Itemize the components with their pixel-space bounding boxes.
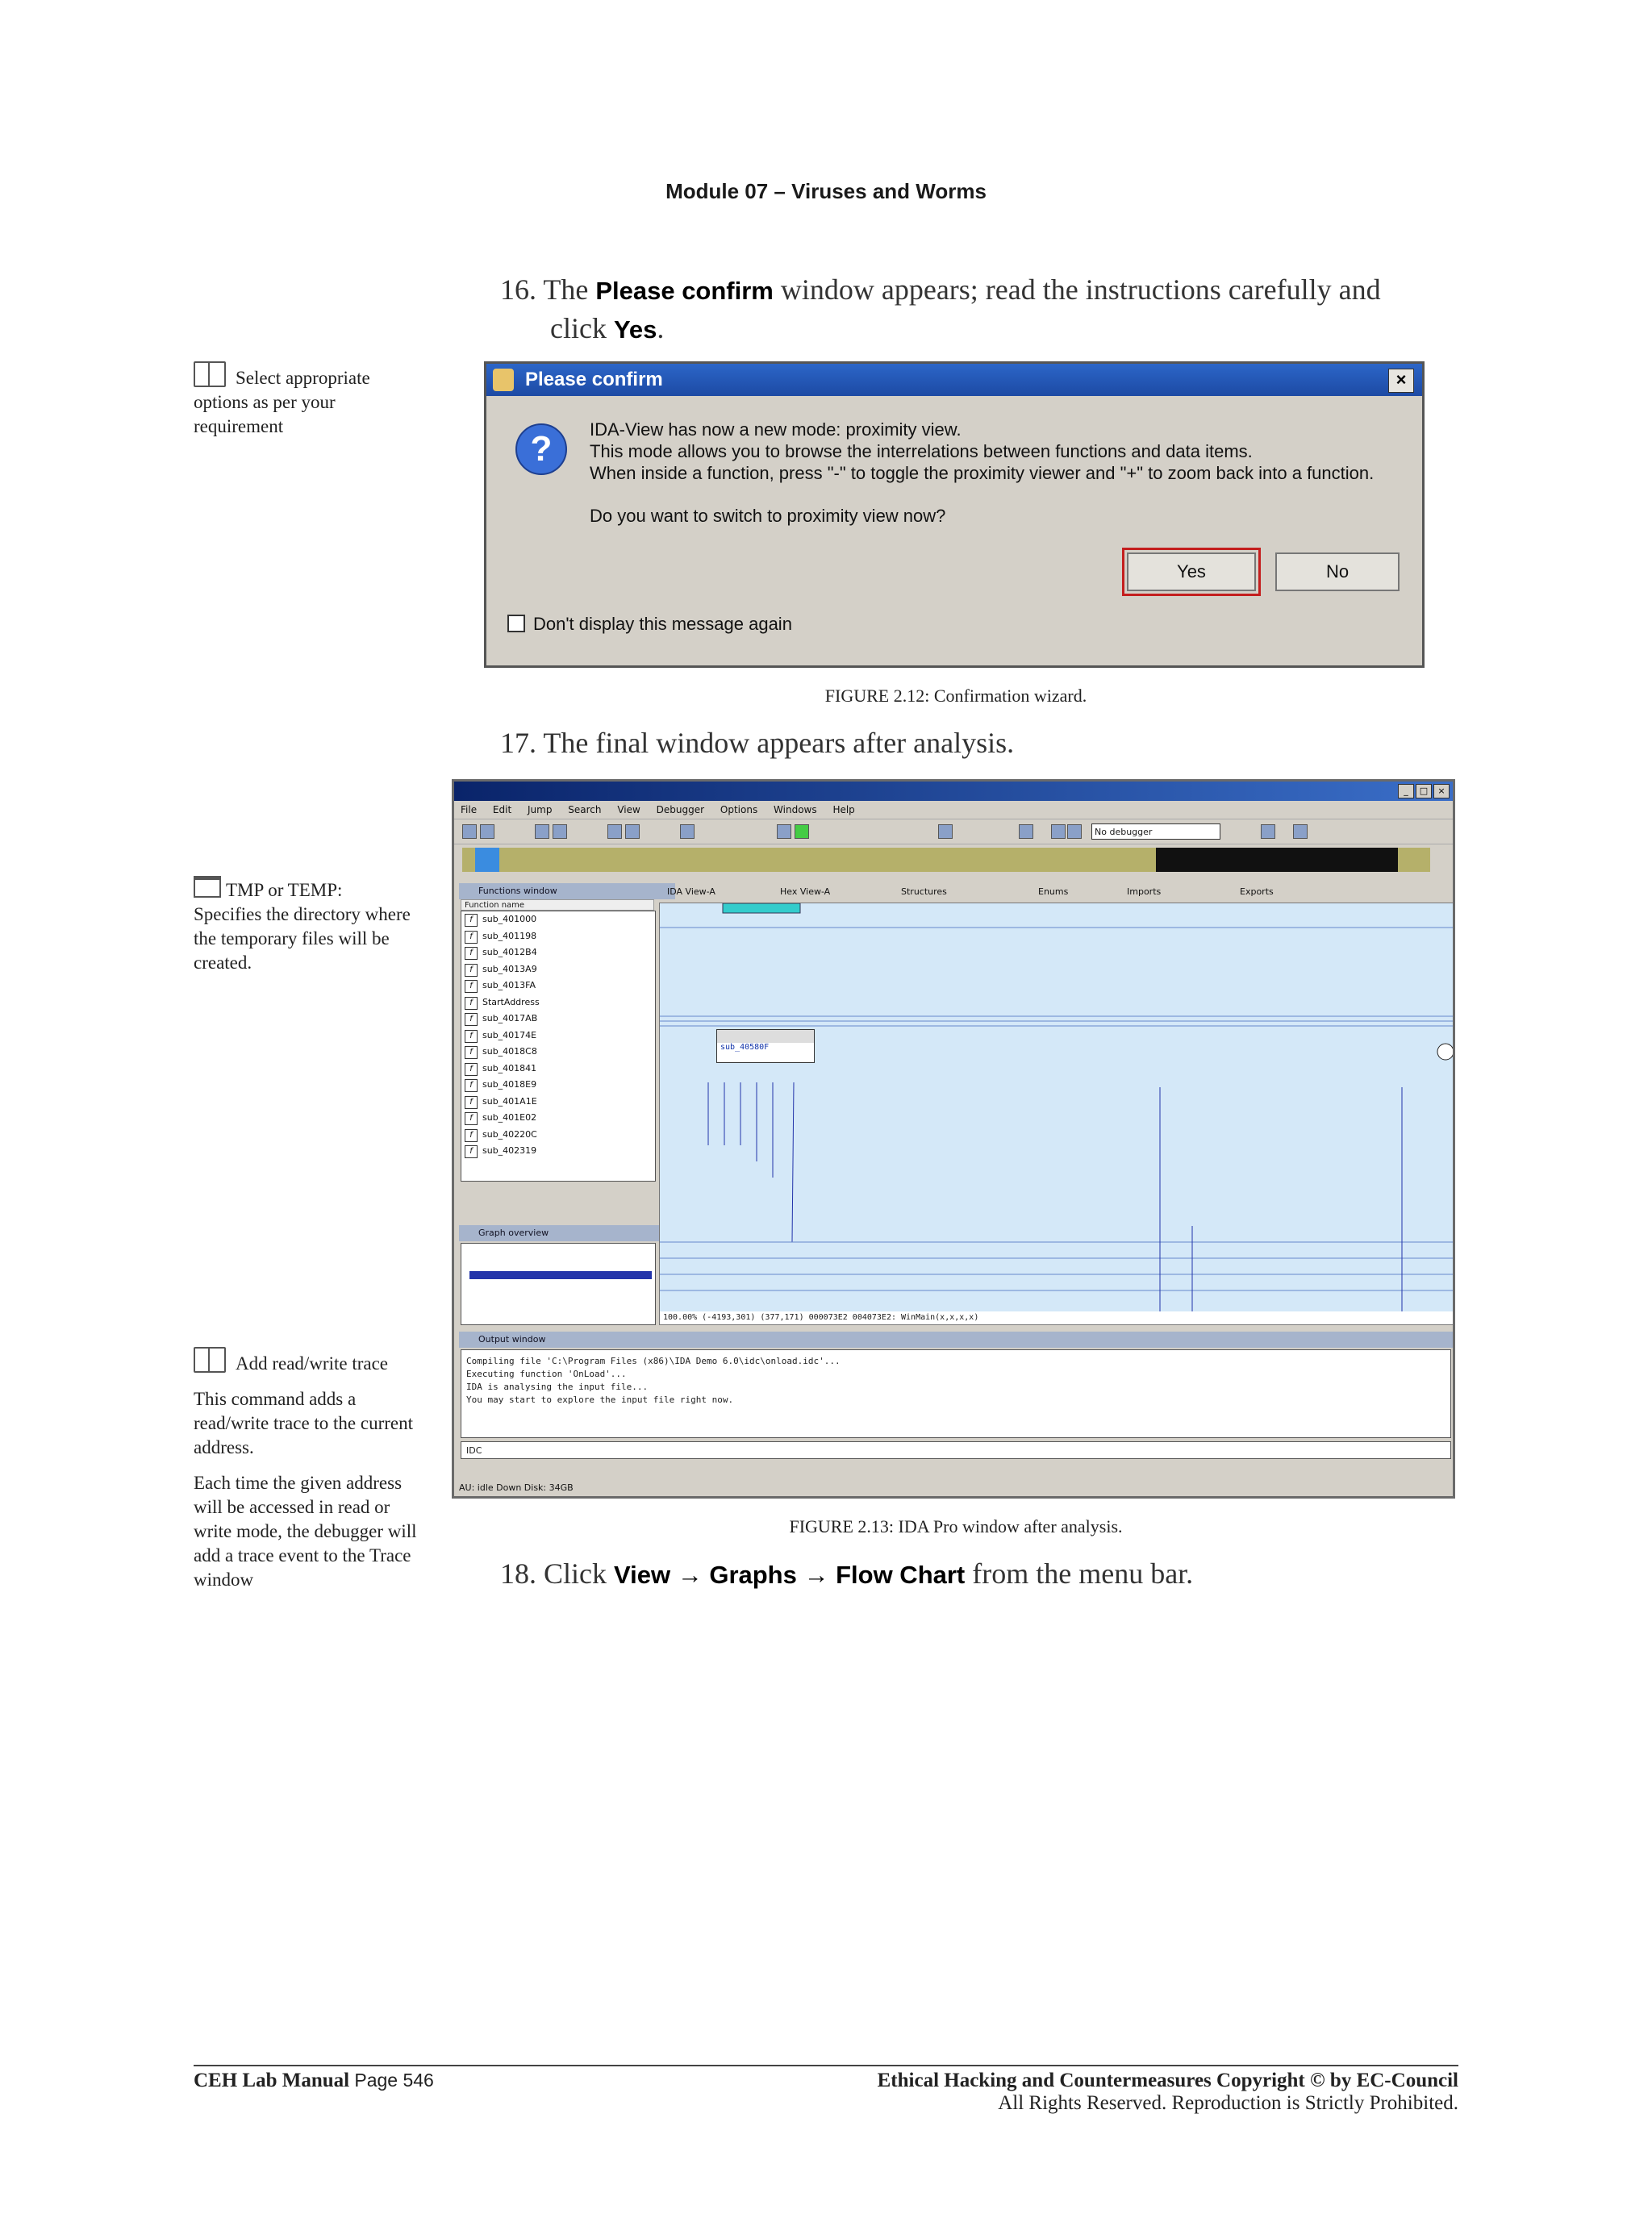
sidenote-text: Select appropriate options as per your requirement	[194, 368, 370, 436]
ida-pro-window	[452, 779, 1455, 1499]
checkbox-box[interactable]	[507, 615, 525, 632]
debugger-select[interactable]: No debugger	[1091, 823, 1220, 840]
toolbar	[454, 819, 1453, 844]
idc-label: IDC	[466, 1445, 482, 1456]
footer-rule	[194, 2065, 1458, 2066]
step-bold: Please confirm	[595, 277, 774, 305]
graph-status-line: 100.00% (-4193,301) (377,171) 000073E2 004073E2: WinMain(x,x,x,x)	[660, 1311, 1454, 1324]
function-row[interactable]: f sub_4013FA	[461, 978, 655, 994]
menu-debugger[interactable]: Debugger	[656, 804, 705, 815]
proximity-graph-view[interactable]	[659, 903, 1454, 1325]
nav-segment	[475, 848, 499, 872]
function-row[interactable]: f sub_40220C	[461, 1127, 655, 1144]
step-text: click	[550, 312, 614, 344]
step-17	[500, 724, 1460, 761]
message-line: This mode allows you to browse the interrelations between functions and data items.	[590, 441, 1253, 461]
step-18	[500, 1555, 1460, 1594]
step-text: window appears; read the instructions carefully and	[773, 273, 1381, 306]
step-text: The	[543, 273, 596, 306]
graph-node[interactable]	[716, 1029, 815, 1063]
function-row[interactable]: f sub_40174E	[461, 1028, 655, 1044]
sidenote-trace	[194, 1347, 428, 1592]
panel-title: Output window	[478, 1334, 546, 1345]
menu-options[interactable]: Options	[720, 804, 758, 815]
menu-view[interactable]: View	[617, 804, 640, 815]
step-16	[500, 271, 1460, 348]
function-row[interactable]: f sub_4018E9	[461, 1077, 655, 1094]
open-icon[interactable]	[462, 824, 477, 839]
back-icon[interactable]	[535, 824, 549, 839]
tab-ida-view-a[interactable]: IDA View-A	[667, 886, 715, 897]
figure-caption-12: FIGURE 2.12: Confirmation wizard.	[824, 686, 1087, 706]
step-text: from the menu bar.	[965, 1557, 1194, 1590]
play-icon[interactable]	[1019, 824, 1033, 839]
function-row[interactable]: f StartAddress	[461, 994, 655, 1011]
message-line: IDA-View has now a new mode: proximity view.	[590, 419, 962, 440]
please-confirm-dialog	[484, 361, 1425, 668]
breakpoint-icon[interactable]	[938, 824, 953, 839]
sidenote-text: This command adds a read/write trace to the current address.	[194, 1389, 414, 1457]
settings-icon[interactable]	[1261, 824, 1275, 839]
function-row[interactable]: f sub_401A1E	[461, 1094, 655, 1111]
nav-segment	[1156, 848, 1398, 872]
panel-title: Graph overview	[478, 1228, 549, 1238]
function-row[interactable]: f sub_4018C8	[461, 1044, 655, 1061]
view-tabs	[659, 882, 1453, 903]
graph-node-top	[723, 903, 800, 913]
menu-bar	[454, 801, 1453, 819]
menu-jump[interactable]: Jump	[528, 804, 553, 815]
arrow-down-icon[interactable]	[680, 824, 695, 839]
rights-line: All Rights Reserved. Reproduction is Strictly Prohibited.	[998, 2092, 1458, 2114]
function-name-column[interactable]: Function name	[461, 899, 654, 911]
folder-icon	[194, 876, 221, 898]
step-text: .	[657, 312, 665, 344]
sidenote-text: Each time the given address will be accessed in read or write mode, the debugger will add a trace event to the Trace window	[194, 1473, 417, 1590]
minimize-button[interactable]: _	[1398, 784, 1414, 798]
node-header	[717, 1030, 814, 1043]
pause-icon[interactable]	[1051, 824, 1066, 839]
copyright-line: Ethical Hacking and Countermeasures Copyright © by EC-Council	[877, 2070, 1458, 2091]
idc-command-line[interactable]	[461, 1441, 1451, 1459]
footer-right	[878, 2070, 1458, 2115]
close-button[interactable]: ×	[1388, 369, 1414, 393]
stop-icon[interactable]	[1067, 824, 1082, 839]
output-line: Executing function 'OnLoad'...	[466, 1369, 627, 1379]
step-bold: Yes	[613, 315, 657, 344]
functions-window-header	[459, 883, 675, 899]
function-row[interactable]: f sub_401E02	[461, 1110, 655, 1127]
node-label: sub_40580F	[720, 1043, 770, 1052]
app-icon	[493, 369, 514, 391]
forward-icon[interactable]	[553, 824, 567, 839]
checkbox-label: Don't display this message again	[533, 614, 792, 634]
output-window-header	[459, 1332, 1455, 1348]
step-text: Click	[544, 1557, 614, 1590]
step-number: 17.	[500, 727, 536, 759]
text-icon[interactable]	[625, 824, 640, 839]
yes-button[interactable]: Yes	[1127, 552, 1256, 591]
function-row[interactable]: f sub_402319	[461, 1143, 655, 1160]
function-row[interactable]: f sub_401000	[461, 911, 655, 928]
trace-icon[interactable]	[1293, 824, 1308, 839]
step-bold: View	[614, 1561, 671, 1589]
hex-icon[interactable]	[777, 824, 791, 839]
menu-search[interactable]: Search	[568, 804, 602, 815]
footer-left	[194, 2070, 434, 2092]
module-header: Module 07 – Viruses and Worms	[665, 179, 987, 203]
dialog-titlebar	[486, 364, 1422, 396]
function-row[interactable]: f sub_4012B4	[461, 944, 655, 961]
book-icon	[194, 361, 226, 387]
panel-title: Functions window	[478, 886, 557, 896]
book-icon	[194, 1347, 226, 1373]
function-row[interactable]: f sub_401198	[461, 928, 655, 945]
step-number: 18.	[500, 1557, 536, 1590]
tab-structures[interactable]: Structures	[901, 886, 947, 897]
manual-title: CEH Lab Manual	[194, 2070, 350, 2091]
output-line: Compiling file 'C:\Program Files (x86)\IDA Demo 6.0\idc\onload.idc'...	[466, 1356, 841, 1366]
arrow: →	[796, 1561, 836, 1589]
sidenote-title: TMP or TEMP:	[226, 880, 343, 900]
menu-windows[interactable]: Windows	[774, 804, 817, 815]
step-text: The final window appears after analysis.	[543, 727, 1015, 759]
run-icon[interactable]	[795, 824, 809, 839]
sidenote-text: Specifies the directory where the temporary files will be created.	[194, 904, 411, 973]
message-line: When inside a function, press "-" to toggle the proximity viewer and "+" to zoom back into a function.	[590, 463, 1375, 483]
step-number: 16.	[500, 273, 536, 306]
tab-imports[interactable]: Imports	[1127, 886, 1162, 897]
ida-titlebar	[454, 782, 1453, 801]
page-number: Page 546	[354, 2070, 434, 2091]
tab-enums[interactable]: Enums	[1038, 886, 1069, 897]
dialog-message	[590, 419, 1374, 527]
graph-icon[interactable]	[607, 824, 622, 839]
functions-list	[461, 911, 656, 1182]
arrow: →	[670, 1561, 710, 1589]
menu-edit[interactable]: Edit	[492, 804, 512, 815]
function-row[interactable]: f sub_4013A9	[461, 961, 655, 978]
sidenote-options	[194, 361, 428, 439]
save-icon[interactable]	[480, 824, 494, 839]
message-question: Do you want to switch to proximity view now?	[590, 506, 946, 526]
figure-caption-13: FIGURE 2.13: IDA Pro window after analysis.	[789, 1516, 1123, 1536]
output-line: You may start to explore the input file right now.	[466, 1395, 734, 1405]
maximize-button[interactable]: □	[1416, 784, 1432, 798]
no-button[interactable]: No	[1275, 552, 1400, 591]
graph-overview-header	[459, 1225, 675, 1241]
menu-help[interactable]: Help	[832, 804, 855, 815]
dont-display-checkbox[interactable]	[507, 614, 792, 635]
graph-overview-panel[interactable]	[461, 1243, 656, 1325]
overview-shape	[469, 1271, 652, 1279]
function-row[interactable]: f sub_4017AB	[461, 1011, 655, 1028]
step-bold: Graphs	[709, 1561, 797, 1589]
step-bold: Flow Chart	[836, 1561, 966, 1589]
output-window	[461, 1349, 1451, 1438]
menu-file[interactable]: File	[461, 804, 478, 815]
navigation-band[interactable]	[462, 848, 1430, 872]
function-row[interactable]: f sub_401841	[461, 1061, 655, 1078]
sidenote-title: Add read/write trace	[236, 1353, 389, 1374]
dialog-title: Please confirm	[525, 369, 663, 390]
close-button[interactable]: ×	[1433, 784, 1450, 798]
output-line: IDA is analysing the input file...	[466, 1382, 649, 1392]
tab-exports[interactable]: Exports	[1240, 886, 1274, 897]
question-icon: ?	[515, 423, 567, 475]
graph-edges	[660, 903, 1454, 1324]
tab-hex-view-a[interactable]: Hex View-A	[780, 886, 831, 897]
sidenote-tmp	[194, 876, 428, 975]
status-bar: AU: idle Down Disk: 34GB	[459, 1482, 574, 1493]
